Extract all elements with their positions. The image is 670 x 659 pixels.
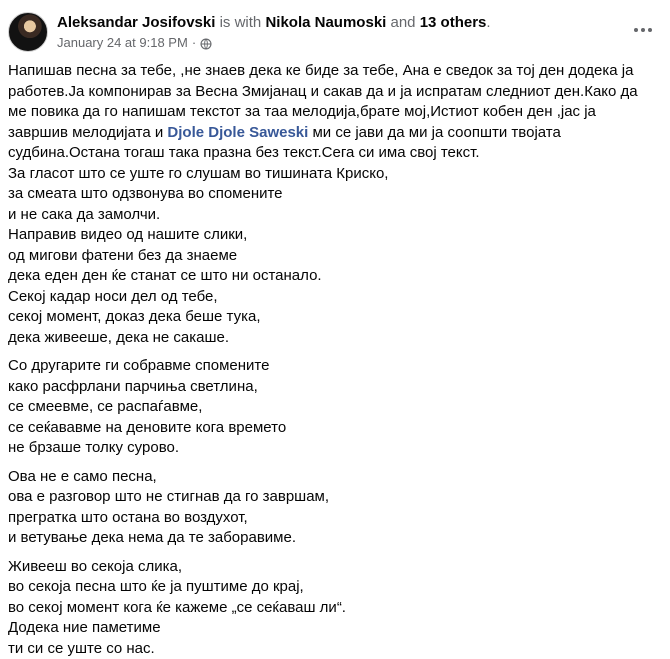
globe-icon[interactable] (200, 37, 212, 49)
poem-line: ти си се уште со нас. (8, 639, 648, 659)
poem-line: Направив видео од нашите слики, (8, 225, 648, 246)
intro-text: Напишав песна за тебе, ,не знаев дека ке биде за тебе, Ана е сведок за тој ден додека ја работев.Ја компонирав за Весна Змијанац и сакав да и ја испратам следниот ден.Како да ме повика да го напишам текстот за таа мелодија,брате мој,Истиот кобен ден ,јас ја завршив мелодијата и (8, 62, 638, 141)
poem-line: и ветување дека нема да те заборавиме. (8, 528, 648, 549)
post-meta (57, 13, 491, 51)
tagged-others-link[interactable]: 13 others (420, 14, 487, 31)
poem-line: Ова не е само песна, (8, 467, 648, 488)
post-body (8, 61, 648, 659)
poem-line: од мигови фатени без да знаеме (8, 246, 648, 267)
poem-line: ова е разговор што не стигнав да го завршам, (8, 487, 648, 508)
period-text: . (486, 14, 490, 31)
post-header (8, 8, 491, 56)
poem-line: Живееш во секоја слика, (8, 557, 648, 578)
post-timestamp-link[interactable]: January 24 at 9:18 PM (57, 34, 188, 51)
poem-line: во секоја песна што ќе ја пуштиме до крај, (8, 577, 648, 598)
author-line (57, 13, 491, 32)
poem-line: Со другарите ги собравме спомените (8, 356, 648, 377)
tagged-person-link[interactable]: Nikola Naumoski (265, 14, 386, 31)
post-sub-line (57, 34, 491, 51)
stanza-2 (8, 356, 648, 459)
author-avatar[interactable] (8, 12, 48, 52)
poem-line: се сеќававме на деновите кога времето (8, 418, 648, 439)
author-name-link[interactable]: Aleksandar Josifovski (57, 14, 215, 31)
poem-line: Секој кадар носи дел од тебе, (8, 287, 648, 308)
poem-line: дека живееше, дека не сакаше. (8, 328, 648, 349)
stanza-4 (8, 557, 648, 659)
poem-line: Додека ние паметиме (8, 618, 648, 639)
and-text: and (391, 14, 416, 31)
more-options-icon[interactable] (628, 18, 658, 42)
with-text: is with (220, 14, 262, 31)
mention-link[interactable]: Djole Djole Saweski (167, 124, 308, 141)
poem-line: за смеата што одзвонува во спомените (8, 184, 648, 205)
poem-line: не брзаше толку сурово. (8, 438, 648, 459)
poem-line: како расфрлани парчиња светлина, (8, 377, 648, 398)
poem-line: За гласот што се уште го слушам во тишината Криско, (8, 164, 648, 185)
poem-line: во секој момент кога ќе кажеме „се сеќаваш ли“. (8, 598, 648, 619)
intro-text-continued: ми се јави да ми ја соопшти твојата судбина.Остана тогаш така празна без текст.Сега си има свој текст. (8, 124, 561, 162)
poem-line: прегратка што остана во воздухот, (8, 508, 648, 529)
intro-paragraph (8, 61, 648, 348)
separator-dot: · (192, 34, 196, 51)
poem-line: и не сака да замолчи. (8, 205, 648, 226)
poem-line: дека еден ден ќе станат се што ни останало. (8, 266, 648, 287)
poem-line: секој момент, доказ дека беше тука, (8, 307, 648, 328)
stanza-3 (8, 467, 648, 549)
poem-line: се смеевме, се распаѓавме, (8, 397, 648, 418)
